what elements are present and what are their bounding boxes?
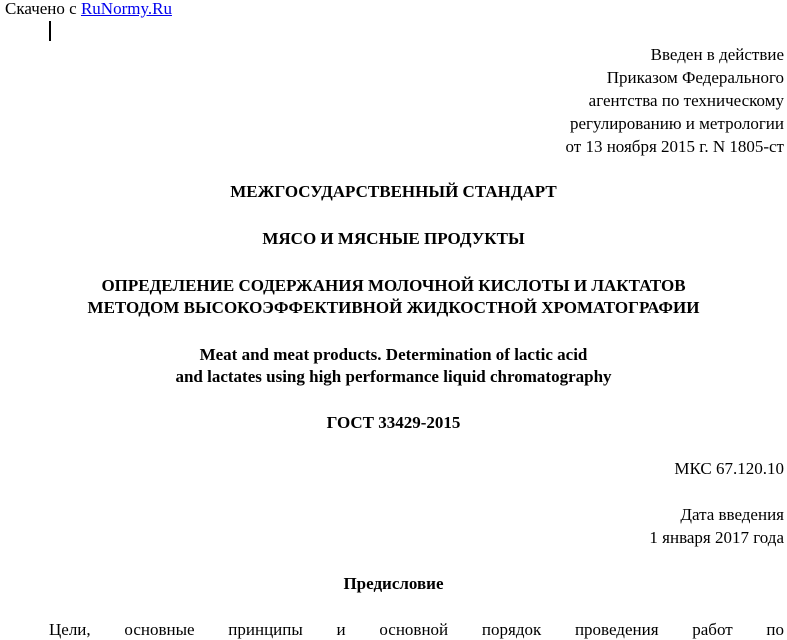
download-source-note [5, 0, 172, 20]
standard-title-ru: МЯСО И МЯСНЫЕ ПРОДУКТЫ [262, 229, 525, 248]
introduced-line-1: Введен в действие [650, 45, 784, 64]
introduced-line-2: Приказом Федерального [606, 68, 784, 87]
standard-code: ГОСТ 33429-2015 [326, 413, 461, 432]
standard-title-en-line-2: and lactates using high performance liquid chromatography [175, 367, 612, 386]
standard-title-en-line-1: Meat and meat products. Determination of lactic acid [199, 345, 588, 364]
effective-date-label: Дата введения [680, 505, 784, 524]
text-cursor [49, 21, 51, 41]
introduced-line-5: от 13 ноября 2015 г. N 1805-ст [565, 137, 784, 156]
effective-date-value: 1 января 2017 года [649, 528, 784, 547]
preface-paragraph-first-line: Цели, основные принципы и основной порядок проведения работ по [49, 620, 784, 639]
introduced-line-4: регулированию и метрологии [569, 114, 784, 133]
standard-subtitle-ru-line-1: ОПРЕДЕЛЕНИЕ СОДЕРЖАНИЯ МОЛОЧНОЙ КИСЛОТЫ И ЛАКТАТОВ [101, 276, 686, 295]
standard-type-heading: МЕЖГОСУДАРСТВЕННЫЙ СТАНДАРТ [230, 182, 557, 201]
standard-subtitle-ru-line-2: МЕТОДОМ ВЫСОКОЭФФЕКТИВНОЙ ЖИДКОСТНОЙ ХРОМАТОГРАФИИ [87, 298, 700, 317]
download-source-prefix: Скачено с [5, 0, 81, 18]
preface-heading: Предисловие [343, 574, 444, 593]
introduced-by-block [566, 43, 785, 158]
runormy-link[interactable]: RuNormy.Ru [80, 0, 172, 18]
mks-code: МКС 67.120.10 [674, 459, 784, 478]
introduced-line-3: агентства по техническому [588, 91, 784, 110]
